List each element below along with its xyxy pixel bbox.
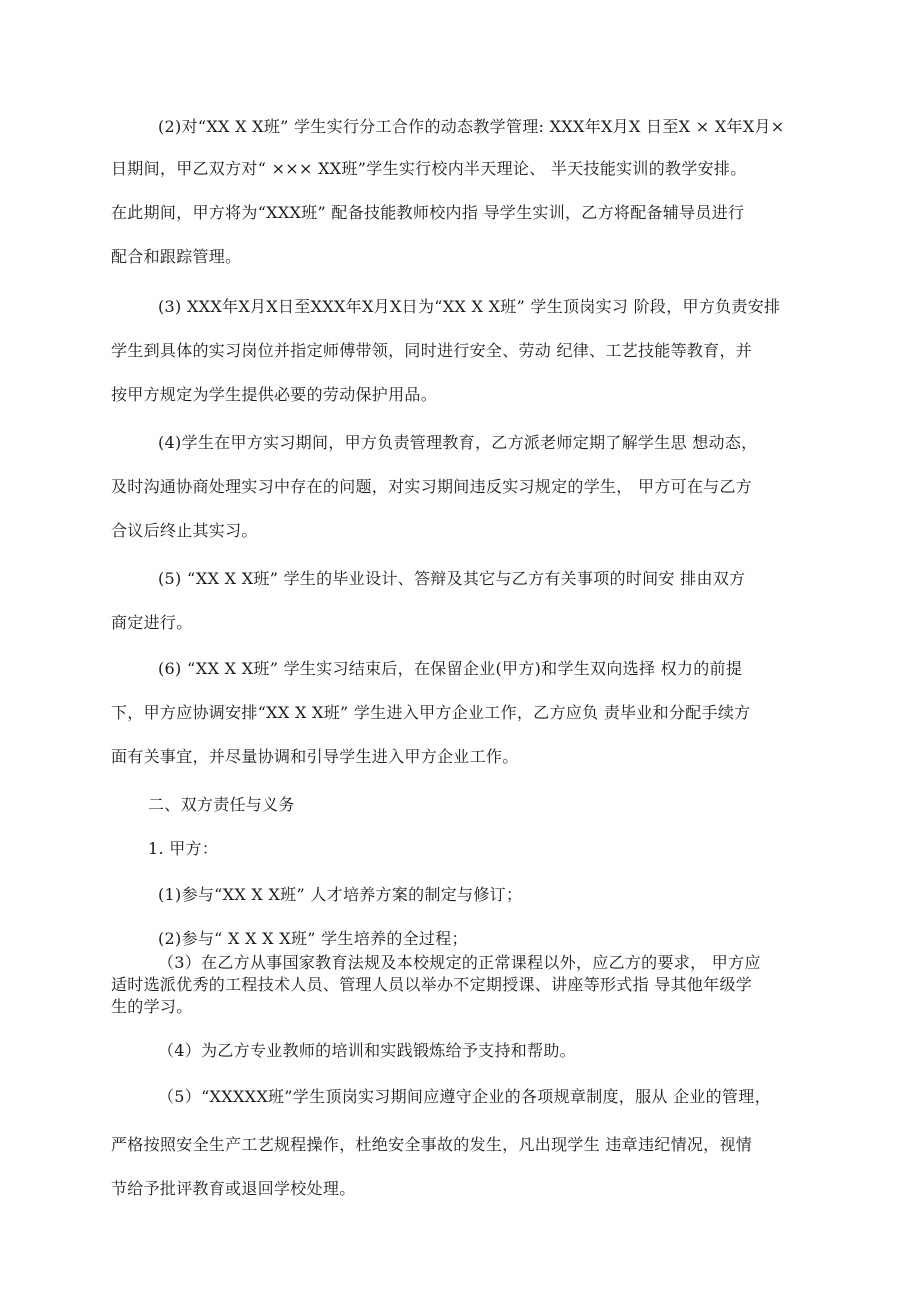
- text-line: (5) “XX X X班” 学生的毕业设计、答辩及其它与乙方有关事项的时间安 排由双方: [158, 569, 746, 588]
- text-line: 严格按照安全生产工艺规程操作，杜绝安全事故的发生，凡出现学生 违章违纪情况，视情: [111, 1135, 753, 1154]
- text-line: (3) XXX年X月X日至XXX年X月X日为“XX X X班” 学生顶岗实习 阶段，甲方负责安排: [158, 297, 781, 316]
- text-line: 节给予批评教育或退回学校处理。: [111, 1179, 356, 1198]
- text-line: (1)参与“XX X X班” 人才培养方案的制定与修订；: [158, 885, 523, 904]
- text-line: (2)参与“ X X X X班” 学生培养的全过程；: [158, 929, 468, 948]
- text-line: 在此期间，甲方将为“XXX班” 配备技能教师校内指 导学生实训，乙方将配备辅导员进行: [111, 203, 745, 222]
- text-line: 面有关事宜，并尽量协调和引导学生进入甲方企业工作。: [111, 747, 519, 766]
- text-line: 商定进行。: [111, 613, 193, 632]
- text-line: 按甲方规定为学生提供必要的劳动保护用品。: [111, 385, 438, 404]
- text-line: (6) “XX X X班” 学生实习结束后，在保留企业(甲方)和学生双向选择 权力的前提: [158, 659, 743, 678]
- text-line: （3）在乙方从事国家教育法规及本校规定的正常课程以外，应乙方的要求， 甲方应: [158, 953, 761, 972]
- section-heading: 二、双方责任与义务: [148, 795, 295, 814]
- text-line: 适时选派优秀的工程技术人员、管理人员以举办不定期授课、讲座等形式指 导其他年级学: [111, 975, 753, 994]
- text-line: (4)学生在甲方实习期间，甲方负责管理教育，乙方派老师定期了解学生思 想动态，: [158, 433, 758, 452]
- text-line: 及时沟通协商处理实习中存在的问题，对实习期间违反实习规定的学生， 甲方可在与乙方: [111, 477, 753, 496]
- text-line: (2)对“XX X X班” 学生实行分工合作的动态教学管理: XXX年X月X 日至X × X年X月×: [158, 117, 785, 136]
- text-line: 日期间，甲乙双方对“ ××× XX班”学生实行校内半天理论、 半天技能实训的教学安排。: [111, 159, 747, 178]
- text-line: 合议后终止其实习。: [111, 521, 258, 540]
- text-line: 配合和跟踪管理。: [111, 247, 242, 266]
- text-line: （4）为乙方专业教师的培训和实践锻炼给予支持和帮助。: [158, 1041, 576, 1060]
- subsection-heading: 1. 甲方：: [148, 839, 219, 858]
- text-line: 生的学习。: [111, 997, 193, 1016]
- text-line: （5）“XXXXX班”学生顶岗实习期间应遵守企业的各项规章制度，服从 企业的管理，: [158, 1087, 771, 1106]
- text-line: 学生到具体的实习岗位并指定师傅带领，同时进行安全、劳动 纪律、工艺技能等教育，并: [111, 341, 753, 360]
- text-line: 下，甲方应协调安排“XX X X班” 学生进入甲方企业工作，乙方应负 责毕业和分配手续方: [111, 703, 751, 722]
